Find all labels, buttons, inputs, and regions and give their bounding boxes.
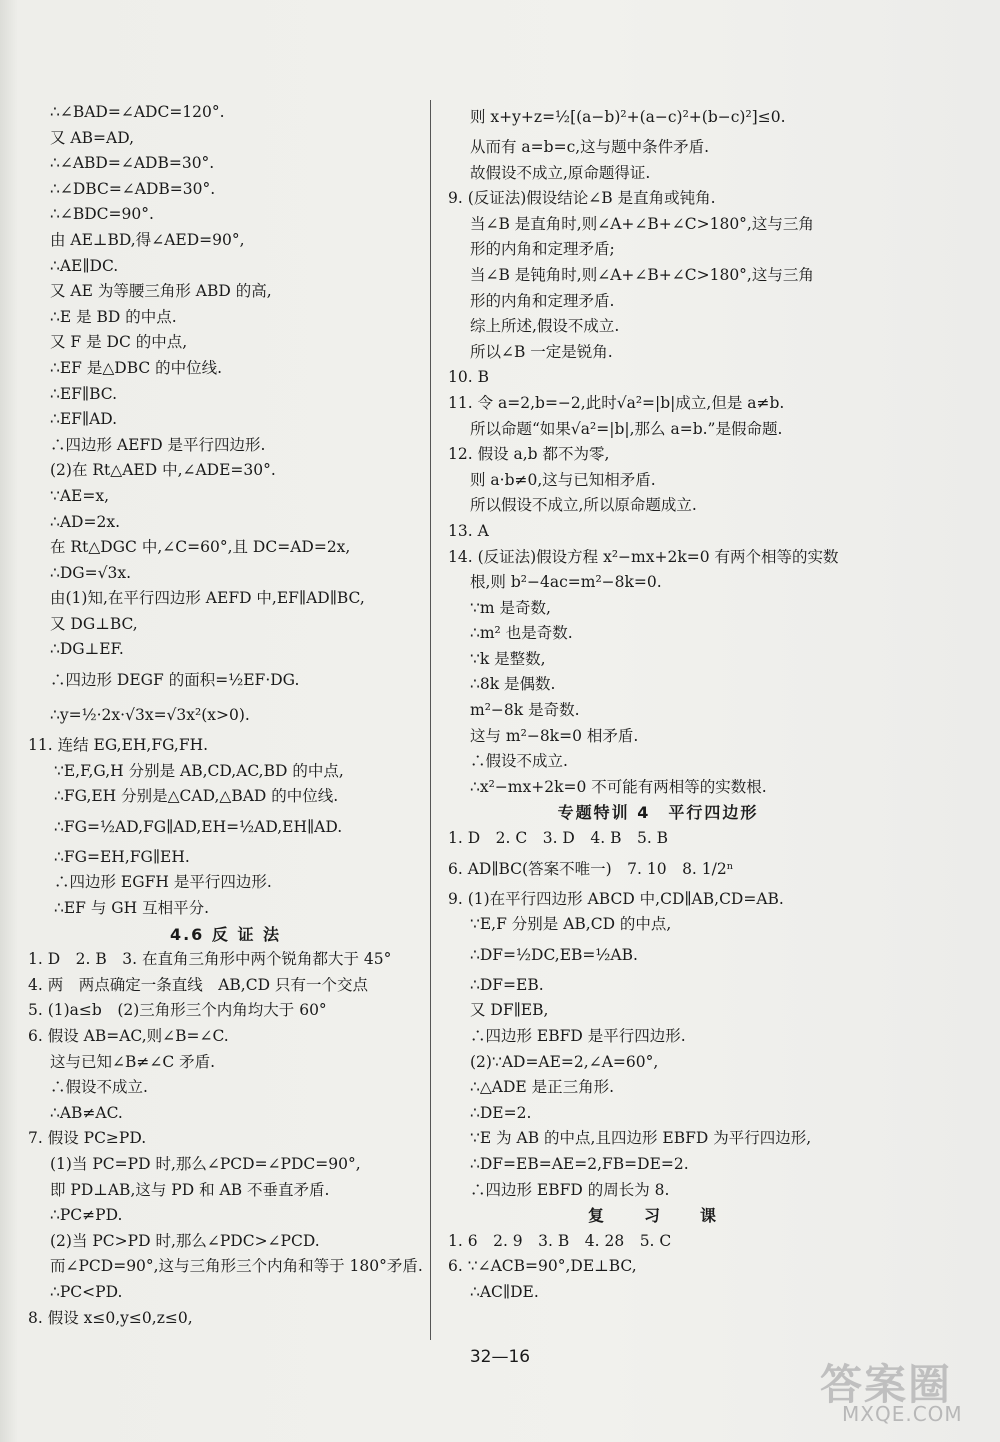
answer-line: 则 x+y+z=½[(a−b)²+(a−c)²+(b−c)²]≤0.	[470, 108, 786, 126]
section-heading: 4.6 反 证 法	[169, 924, 282, 944]
answer-line: ∴DF=EB.	[470, 975, 544, 994]
answer-line: ∴m² 也是奇数.	[470, 624, 573, 643]
answer-line: 即 PD⊥AB,这与 PD 和 AB 不垂直矛盾.	[50, 1180, 330, 1199]
answer-line: ∴PC≠PD.	[50, 1206, 123, 1225]
answer-line: ∴x²−mx+2k=0 不可能有两相等的实数根.	[470, 777, 767, 796]
answer-line: ∴EF 是△DBC 的中位线.	[50, 358, 223, 377]
answer-line: ∴FG=EH,FG∥EH.	[54, 847, 190, 866]
answer-line: 所以∠B 一定是锐角.	[470, 342, 613, 361]
answer-line: ∴8k 是偶数.	[470, 675, 556, 694]
answer-line: 6. 假设 AB=AC,则∠B=∠C.	[28, 1027, 229, 1045]
section-heading: 复 习 课	[587, 1206, 728, 1226]
column-divider	[430, 100, 431, 1340]
answer-line: ∵m 是奇数,	[470, 598, 551, 617]
watermark-url: MXQE.COM	[842, 1402, 963, 1426]
answer-line: 又 DG⊥BC,	[50, 614, 138, 633]
answer-line: ∴∠BDC=90°.	[50, 205, 154, 224]
answer-line: 13. A	[448, 521, 489, 540]
answer-line: ∵E,F 分别是 AB,CD 的中点,	[470, 915, 672, 934]
answer-line: 11. 令 a=2,b=−2,此时√a²=|b|成立,但是 a≠b.	[448, 393, 785, 412]
answer-line: ∴四边形 EBFD 的周长为 8.	[470, 1180, 670, 1199]
answer-line: 1. D 2. C 3. D 4. B 5. B	[448, 829, 669, 848]
answer-line: ∴AB≠AC.	[50, 1103, 123, 1122]
watermark-title: 答案圈	[820, 1360, 953, 1409]
answer-line: (2)在 Rt△AED 中,∠ADE=30°.	[50, 461, 276, 480]
answer-line: ∴假设不成立.	[470, 752, 568, 771]
answer-line: ∴AC∥DE.	[470, 1282, 539, 1301]
answer-line: ∴假设不成立.	[50, 1078, 148, 1097]
left-column	[28, 100, 423, 1331]
answer-line: m²−8k 是奇数.	[470, 701, 580, 720]
answer-line: 这与已知∠B≠∠C 矛盾.	[50, 1052, 216, 1071]
answer-line: 又 AE 为等腰三角形 ABD 的高,	[50, 282, 272, 301]
answer-line: ∵AE=x,	[50, 486, 110, 505]
right-column	[448, 100, 868, 1306]
answer-line: 10. B	[448, 368, 489, 387]
answer-line: 5. (1)a≤b (2)三角形三个内角均大于 60°	[28, 1001, 327, 1020]
answer-line: ∴DF=EB=AE=2,FB=DE=2.	[470, 1154, 689, 1173]
answer-line: ∴EF∥AD.	[50, 410, 118, 429]
answer-line: ∵E 为 AB 的中点,且四边形 EBFD 为平行四边形,	[470, 1129, 812, 1148]
answer-line: 4. 两 两点确定一条直线 AB,CD 只有一个交点	[28, 975, 368, 994]
answer-line: 综上所述,假设不成立.	[470, 317, 620, 336]
answer-line: 当∠B 是钝角时,则∠A+∠B+∠C>180°,这与三角	[470, 265, 814, 284]
answer-line: ∴∠BAD=∠ADC=120°.	[50, 103, 225, 121]
answer-line: 11. 连结 EG,EH,FG,FH.	[28, 736, 209, 755]
answer-line: 又 AB=AD,	[50, 128, 134, 147]
answer-line: ∴y=½·2x·√3x=√3x²(x>0).	[50, 706, 250, 725]
answer-line: ∵E,F,G,H 分别是 AB,CD,AC,BD 的中点,	[54, 761, 344, 780]
answer-line: ∴AE∥DC.	[50, 256, 119, 275]
answer-line: 在 Rt△DGC 中,∠C=60°,且 DC=AD=2x,	[50, 538, 351, 557]
answer-line: 故假设不成立,原命题得证.	[470, 163, 651, 182]
answer-line: 1. 6 2. 9 3. B 4. 28 5. C	[448, 1231, 672, 1250]
answer-line: 所以命题“如果√a²=|b|,那么 a=b.”是假命题.	[470, 419, 783, 438]
answer-line: ∴∠ABD=∠ADB=30°.	[50, 154, 215, 173]
answer-line: 7. 假设 PC≥PD.	[28, 1129, 147, 1148]
answer-line: 6. AD∥BC(答案不唯一) 7. 10 8. 1/2ⁿ	[448, 859, 734, 878]
answer-line: ∴∠DBC=∠ADB=30°.	[50, 179, 216, 198]
page-number: 32—16	[469, 1347, 531, 1367]
answer-line: 而∠PCD=90°,这与三角形三个内角和等于 180°矛盾.	[50, 1257, 423, 1276]
answer-line: ∴△ADE 是正三角形.	[470, 1078, 615, 1097]
answer-line: 由(1)知,在平行四边形 AEFD 中,EF∥AD∥BC,	[50, 589, 365, 608]
section-heading: 专题特训 4 平行四边形	[557, 803, 759, 823]
watermark-logo	[812, 1352, 982, 1432]
answer-line: 9. (1)在平行四边形 ABCD 中,CD∥AB,CD=AB.	[448, 889, 784, 908]
answer-line: 又 DF∥EB,	[470, 1001, 549, 1020]
answer-line: 9. (反证法)假设结论∠B 是直角或钝角.	[448, 189, 716, 208]
answer-line: ∴EF 与 GH 互相平分.	[54, 899, 210, 918]
answer-line: 12. 假设 a,b 都不为零,	[448, 445, 610, 464]
answer-line: 这与 m²−8k=0 相矛盾.	[470, 726, 639, 745]
answer-line: 由 AE⊥BD,得∠AED=90°,	[50, 230, 245, 249]
answer-line: ∴EF∥BC.	[50, 384, 118, 403]
answer-line: 则 a·b≠0,这与已知相矛盾.	[470, 470, 656, 489]
answer-line: 1. D 2. B 3. 在直角三角形中两个锐角都大于 45°	[28, 950, 392, 969]
answer-line: 所以假设不成立,所以原命题成立.	[470, 496, 697, 515]
answer-line: (2)当 PC>PD 时,那么∠PDC>∠PCD.	[50, 1231, 320, 1250]
answer-line: ∴四边形 AEFD 是平行四边形.	[50, 435, 266, 454]
answer-line: 从而有 a=b=c,这与题中条件矛盾.	[470, 138, 710, 156]
answer-line: 6. ∵∠ACB=90°,DE⊥BC,	[448, 1257, 637, 1276]
answer-line: 8. 假设 x≤0,y≤0,z≤0,	[28, 1308, 193, 1327]
answer-line: ∴四边形 EBFD 是平行四边形.	[470, 1027, 686, 1045]
answer-line: 又 F 是 DC 的中点,	[50, 333, 188, 352]
answer-line: 当∠B 是直角时,则∠A+∠B+∠C>180°,这与三角	[470, 214, 814, 233]
answer-line: ∴四边形 EGFH 是平行四边形.	[54, 873, 272, 892]
answer-line: ∴四边形 DEGF 的面积=½EF·DG.	[50, 671, 300, 690]
answer-line: ∴FG,EH 分别是△CAD,△BAD 的中位线.	[54, 787, 339, 806]
answer-line: 14. (反证法)假设方程 x²−mx+2k=0 有两个相等的实数	[448, 547, 839, 566]
answer-line: 形的内角和定理矛盾;	[470, 240, 615, 259]
answer-line: ∴DF=½DC,EB=½AB.	[470, 945, 638, 964]
answer-line: (1)当 PC=PD 时,那么∠PCD=∠PDC=90°,	[50, 1154, 361, 1173]
answer-line: ∴FG=½AD,FG∥AD,EH=½AD,EH∥AD.	[54, 817, 343, 836]
answer-line: ∴DG⊥EF.	[50, 640, 124, 659]
answer-line: ∵k 是整数,	[470, 649, 546, 668]
answer-line: 形的内角和定理矛盾.	[470, 291, 615, 310]
answer-line: ∴PC<PD.	[50, 1282, 123, 1301]
answer-line: (2)∵AD=AE=2,∠A=60°,	[470, 1052, 659, 1071]
answer-line: 根,则 b²−4ac=m²−8k=0.	[470, 573, 662, 592]
answer-line: ∴DE=2.	[470, 1103, 532, 1122]
answer-line: ∴AD=2x.	[50, 512, 120, 531]
answer-line: ∴E 是 BD 的中点.	[50, 307, 177, 326]
answer-line: ∴DG=√3x.	[50, 563, 132, 582]
